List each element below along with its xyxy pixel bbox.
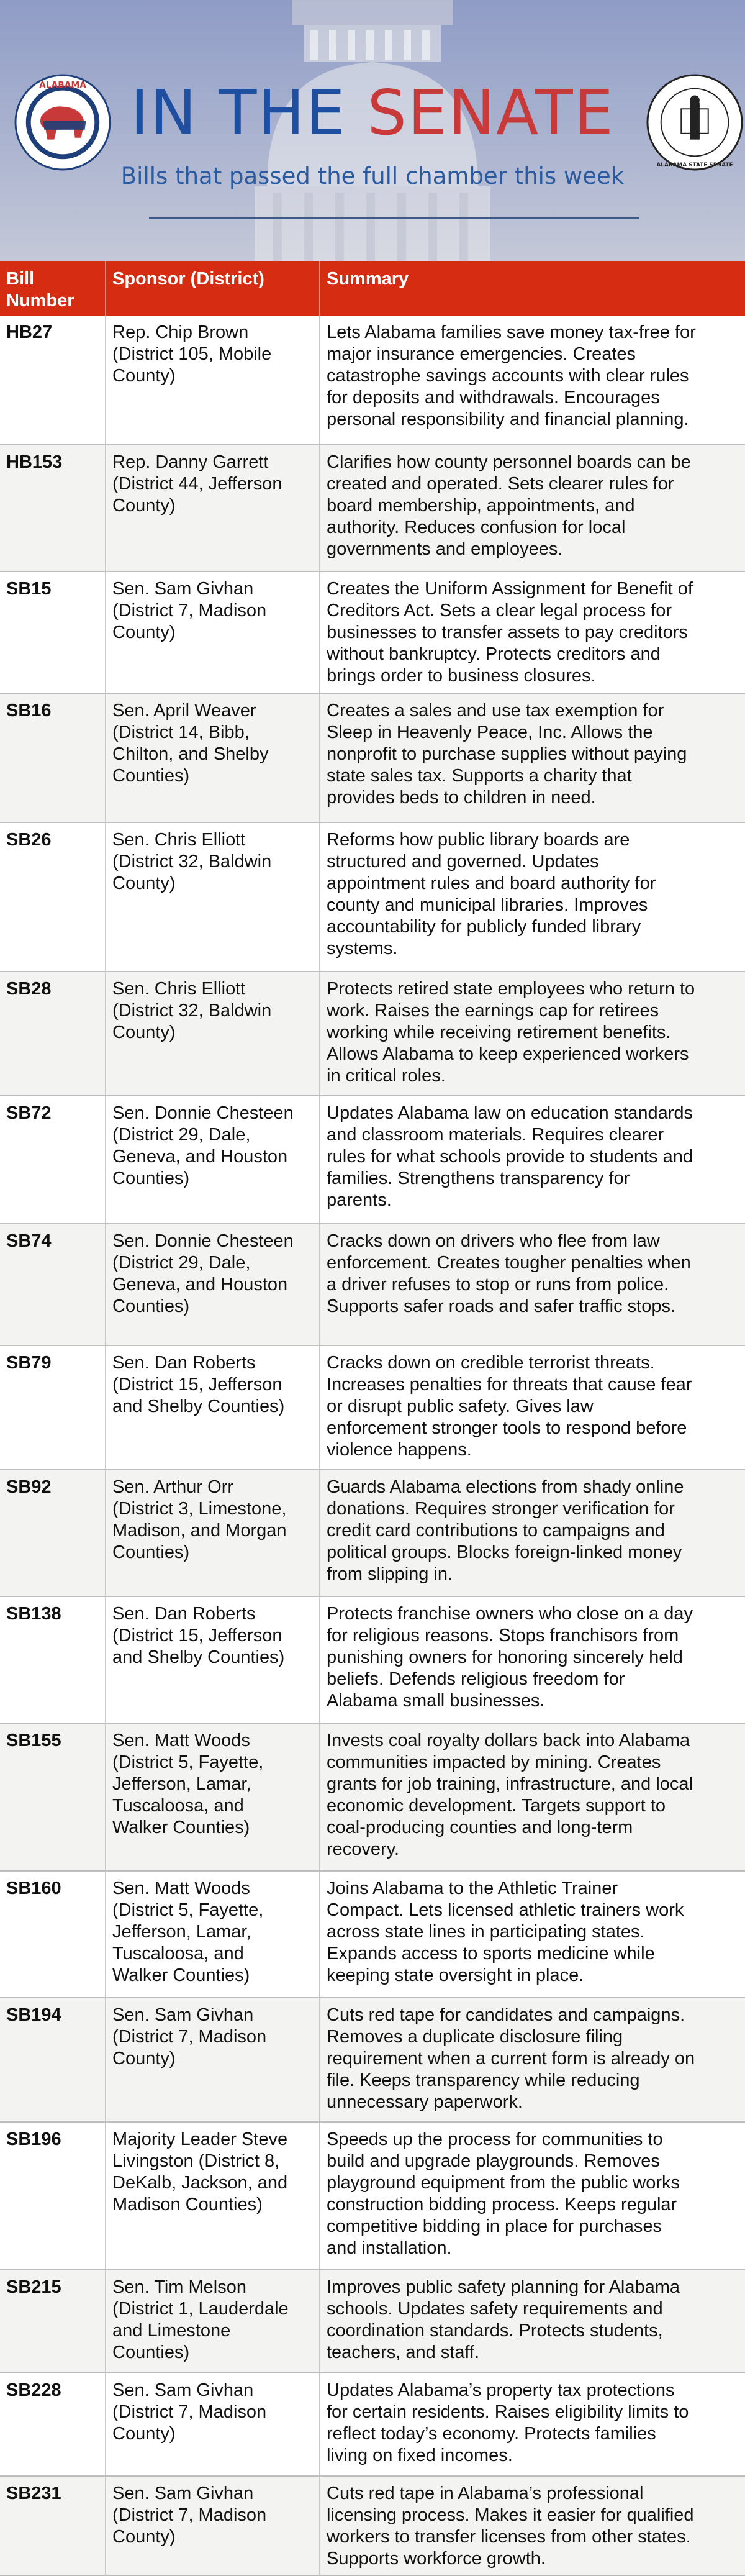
bill-number: SB160 bbox=[0, 1871, 106, 1998]
summary-line: structured and governed. Updates bbox=[327, 852, 599, 872]
sponsor-cell bbox=[106, 2373, 320, 2476]
sponsor-line: Sen. Donnie Chesteen bbox=[112, 1231, 294, 1251]
sponsor-line: (District 1, Lauderdale bbox=[112, 2299, 289, 2319]
summary-cell bbox=[320, 2373, 745, 2476]
sponsor-line: Counties) bbox=[112, 1168, 190, 1188]
summary-line: provides beds to children in need. bbox=[327, 788, 596, 808]
sponsor-line: (District 32, Baldwin bbox=[112, 852, 272, 872]
sponsor-cell bbox=[106, 972, 320, 1096]
header-divider bbox=[149, 217, 639, 219]
summary-cell bbox=[320, 571, 745, 693]
sponsor-cell bbox=[106, 693, 320, 822]
summary-line: parents. bbox=[327, 1190, 392, 1210]
summary-line: Supports workforce growth. bbox=[327, 2549, 546, 2569]
summary-line: Joins Alabama to the Athletic Trainer bbox=[327, 1878, 618, 1898]
summary-line: Compact. Lets licensed athletic trainers work bbox=[327, 1900, 684, 1920]
sponsor-line: Counties) bbox=[112, 766, 190, 786]
summary-line: families. Strengthens transparency for bbox=[327, 1168, 630, 1188]
summary-line: Updates Alabama’s property tax protections bbox=[327, 2380, 675, 2400]
summary-line: credit card contributions to campaigns and bbox=[327, 1521, 665, 1541]
table-row bbox=[0, 1224, 745, 1345]
sponsor-line: Sen. Donnie Chesteen bbox=[112, 1103, 294, 1123]
summary-cell bbox=[320, 1096, 745, 1224]
bill-number: SB228 bbox=[0, 2373, 106, 2476]
table-row bbox=[0, 571, 745, 693]
sponsor-line: (District 29, Dale, bbox=[112, 1253, 251, 1273]
summary-line: living on fixed incomes. bbox=[327, 2446, 513, 2465]
summary-line: Expands access to sports medicine while bbox=[327, 1944, 655, 1964]
summary-line: a driver refuses to stop or runs from police. bbox=[327, 1275, 669, 1295]
sponsor-cell bbox=[106, 445, 320, 571]
alabama-gop-seal-icon bbox=[14, 73, 112, 171]
summary-line: and classroom materials. Requires clearer bbox=[327, 1125, 664, 1145]
summary-line: keeping state oversight in place. bbox=[327, 1965, 584, 1985]
sponsor-line: Madison, and Morgan bbox=[112, 1521, 287, 1541]
summary-line: Sleep in Heavenly Peace, Inc. Allows the bbox=[327, 722, 653, 742]
sponsor-line: County) bbox=[112, 2424, 176, 2444]
sponsor-line: Sen. Sam Givhan bbox=[112, 2380, 254, 2400]
sponsor-line: Tuscaloosa, and bbox=[112, 1944, 244, 1964]
table-row bbox=[0, 2122, 745, 2270]
summary-line: file. Keeps transparency while reducing bbox=[327, 2070, 640, 2090]
sponsor-line: and Shelby Counties) bbox=[112, 1396, 285, 1416]
page-subtitle: Bills that passed the full chamber this week bbox=[120, 163, 625, 189]
summary-line: grants for job training, infrastructure, and local bbox=[327, 1774, 693, 1794]
summary-line: teachers, and staff. bbox=[327, 2342, 480, 2362]
summary-line: competitive bidding in place for purchases bbox=[327, 2216, 662, 2236]
summary-line: construction bidding process. Keeps regular bbox=[327, 2195, 677, 2214]
summary-line: coordination standards. Protects students, bbox=[327, 2321, 663, 2341]
sponsor-line: DeKalb, Jackson, and bbox=[112, 2173, 288, 2193]
summary-line: Protects retired state employees who return to bbox=[327, 979, 695, 999]
sponsor-line: and Shelby Counties) bbox=[112, 1647, 285, 1667]
summary-line: systems. bbox=[327, 939, 398, 958]
sponsor-line: Sen. Matt Woods bbox=[112, 1878, 250, 1898]
summary-line: appointment rules and board authority for bbox=[327, 873, 656, 893]
column-header-sponsor: Sponsor (District) bbox=[106, 261, 320, 316]
summary-line: from slipping in. bbox=[327, 1564, 453, 1584]
table-row bbox=[0, 445, 745, 571]
summary-line: catastrophe savings accounts with clear rules bbox=[327, 366, 689, 386]
summary-cell bbox=[320, 2270, 745, 2373]
summary-line: county and municipal libraries. Improves bbox=[327, 895, 648, 915]
bill-number: HB27 bbox=[0, 316, 106, 445]
bill-number: SB92 bbox=[0, 1470, 106, 1596]
summary-line: Speeds up the process for communities to bbox=[327, 2129, 663, 2149]
summary-cell bbox=[320, 2122, 745, 2270]
table-row bbox=[0, 1998, 745, 2122]
sponsor-cell bbox=[106, 571, 320, 693]
sponsor-line: County) bbox=[112, 366, 176, 386]
summary-line: businesses to transfer assets to pay creditors bbox=[327, 622, 688, 642]
summary-line: build and upgrade playgrounds. Removes bbox=[327, 2151, 660, 2171]
page-title bbox=[118, 76, 627, 149]
summary-line: workers to transfer licenses from other states. bbox=[327, 2527, 691, 2547]
sponsor-line: Sen. Sam Givhan bbox=[112, 2483, 254, 2503]
summary-line: board membership, appointments, and bbox=[327, 496, 635, 516]
summary-line: in critical roles. bbox=[327, 1066, 446, 1086]
sponsor-line: Majority Leader Steve bbox=[112, 2129, 288, 2149]
table-header-row bbox=[0, 261, 745, 316]
table-row bbox=[0, 1470, 745, 1596]
summary-line: Supports safer roads and safer traffic stops. bbox=[327, 1296, 676, 1316]
sponsor-line: Jefferson, Lamar, bbox=[112, 1922, 251, 1942]
sponsor-line: Walker Counties) bbox=[112, 1965, 250, 1985]
summary-line: Creates a sales and use tax exemption for bbox=[327, 701, 664, 721]
summary-line: Lets Alabama families save money tax-free for bbox=[327, 322, 696, 342]
summary-line: governments and employees. bbox=[327, 539, 563, 559]
sponsor-line: (District 14, Bibb, bbox=[112, 722, 250, 742]
summary-cell bbox=[320, 445, 745, 571]
table-row bbox=[0, 693, 745, 822]
bill-number: SB26 bbox=[0, 822, 106, 972]
sponsor-line: Counties) bbox=[112, 1542, 190, 1562]
summary-cell bbox=[320, 1345, 745, 1470]
summary-line: rules for what schools provide to students and bbox=[327, 1147, 693, 1167]
bill-number: SB215 bbox=[0, 2270, 106, 2373]
sponsor-line: (District 7, Madison bbox=[112, 601, 267, 621]
summary-line: authority. Reduces confusion for local bbox=[327, 517, 626, 537]
table-row bbox=[0, 972, 745, 1096]
sponsor-line: (District 29, Dale, bbox=[112, 1125, 251, 1145]
column-header-summary: Summary bbox=[327, 269, 409, 289]
summary-cell bbox=[320, 693, 745, 822]
summary-line: Increases penalties for threats that cause fear bbox=[327, 1375, 692, 1395]
summary-line: personal responsibility and financial planning. bbox=[327, 409, 689, 429]
bill-number: SB28 bbox=[0, 972, 106, 1096]
sponsor-line: (District 105, Mobile bbox=[112, 344, 272, 364]
sponsor-line: Rep. Danny Garrett bbox=[112, 452, 269, 472]
summary-line: Cracks down on credible terrorist threats. bbox=[327, 1353, 655, 1373]
bill-number: SB16 bbox=[0, 693, 106, 822]
summary-cell bbox=[320, 1224, 745, 1345]
sponsor-line: Counties) bbox=[112, 2342, 190, 2362]
summary-line: Cuts red tape in Alabama’s professional bbox=[327, 2483, 644, 2503]
bill-number: SB196 bbox=[0, 2122, 106, 2270]
sponsor-cell bbox=[106, 1470, 320, 1596]
bill-number: HB153 bbox=[0, 445, 106, 571]
title-part-red: SENATE bbox=[367, 76, 615, 149]
bill-number: SB155 bbox=[0, 1723, 106, 1871]
sponsor-line: Livingston (District 8, bbox=[112, 2151, 280, 2171]
sponsor-line: Geneva, and Houston bbox=[112, 1275, 288, 1295]
sponsor-line: Geneva, and Houston bbox=[112, 1147, 288, 1167]
summary-cell bbox=[320, 2476, 745, 2575]
sponsor-line: (District 15, Jefferson bbox=[112, 1626, 282, 1645]
summary-line: brings order to business closures. bbox=[327, 666, 596, 686]
sponsor-line: (District 15, Jefferson bbox=[112, 1375, 282, 1395]
sponsor-line: Sen. Matt Woods bbox=[112, 1731, 250, 1750]
summary-cell bbox=[320, 1596, 745, 1723]
table-row bbox=[0, 1596, 745, 1723]
sponsor-cell bbox=[106, 1723, 320, 1871]
sponsor-line: (District 44, Jefferson bbox=[112, 474, 282, 494]
table-row bbox=[0, 316, 745, 445]
summary-line: enforcement. Creates tougher penalties when bbox=[327, 1253, 691, 1273]
sponsor-line: Tuscaloosa, and bbox=[112, 1796, 244, 1816]
summary-line: Clarifies how county personnel boards can be bbox=[327, 452, 691, 472]
sponsor-line: (District 5, Fayette, bbox=[112, 1900, 264, 1920]
summary-line: beliefs. Defends religious freedom for bbox=[327, 1669, 625, 1689]
summary-line: for religious reasons. Stops franchisors from bbox=[327, 1626, 679, 1645]
bill-number: SB194 bbox=[0, 1998, 106, 2122]
bill-number: SB138 bbox=[0, 1596, 106, 1723]
bill-number: SB74 bbox=[0, 1224, 106, 1345]
sponsor-line: Sen. Chris Elliott bbox=[112, 979, 246, 999]
summary-line: created and operated. Sets clearer rules for bbox=[327, 474, 674, 494]
table-row bbox=[0, 1871, 745, 1998]
summary-line: Reforms how public library boards are bbox=[327, 830, 630, 850]
alabama-state-senate-seal-icon bbox=[646, 73, 744, 171]
table-row bbox=[0, 1345, 745, 1470]
sponsor-line: Sen. Dan Roberts bbox=[112, 1604, 256, 1624]
sponsor-cell bbox=[106, 1096, 320, 1224]
sponsor-line: Sen. Sam Givhan bbox=[112, 579, 254, 599]
summary-line: Updates Alabama law on education standards bbox=[327, 1103, 693, 1123]
sponsor-line: and Limestone bbox=[112, 2321, 231, 2341]
sponsor-line: Chilton, and Shelby bbox=[112, 744, 269, 764]
summary-line: across state lines in participating states. bbox=[327, 1922, 645, 1942]
bill-number: SB231 bbox=[0, 2476, 106, 2575]
bill-number: SB79 bbox=[0, 1345, 106, 1470]
sponsor-line: County) bbox=[112, 1022, 176, 1042]
table-row bbox=[0, 2476, 745, 2575]
summary-line: Creates the Uniform Assignment for Benefit of bbox=[327, 579, 693, 599]
summary-line: coal-producing counties and long-term bbox=[327, 1818, 633, 1837]
summary-line: schools. Updates safety requirements and bbox=[327, 2299, 663, 2319]
sponsor-line: County) bbox=[112, 2049, 176, 2069]
summary-line: for deposits and withdrawals. Encourages bbox=[327, 388, 660, 407]
summary-line: work. Raises the earnings cap for retirees bbox=[327, 1001, 659, 1021]
summary-cell bbox=[320, 1871, 745, 1998]
summary-line: without bankruptcy. Protects creditors and bbox=[327, 644, 661, 664]
summary-line: licensing process. Makes it easier for qualified bbox=[327, 2505, 694, 2525]
summary-cell bbox=[320, 1470, 745, 1596]
sponsor-cell bbox=[106, 1871, 320, 1998]
sponsor-line: Sen. Dan Roberts bbox=[112, 1353, 256, 1373]
summary-line: and installation. bbox=[327, 2238, 452, 2258]
sponsor-line: Sen. Arthur Orr bbox=[112, 1477, 234, 1497]
summary-line: Protects franchise owners who close on a day bbox=[327, 1604, 693, 1624]
sponsor-cell bbox=[106, 2270, 320, 2373]
summary-cell bbox=[320, 822, 745, 972]
sponsor-line: Sen. Chris Elliott bbox=[112, 830, 246, 850]
summary-line: Improves public safety planning for Alabama bbox=[327, 2277, 680, 2297]
title-part-blue: IN THE bbox=[130, 76, 346, 149]
sponsor-line: (District 7, Madison bbox=[112, 2402, 267, 2422]
summary-line: nonprofit to purchase supplies without paying bbox=[327, 744, 687, 764]
summary-line: for certain residents. Raises eligibility limits to bbox=[327, 2402, 689, 2422]
sponsor-line: (District 7, Madison bbox=[112, 2505, 267, 2525]
table-row bbox=[0, 1096, 745, 1224]
summary-line: violence happens. bbox=[327, 1440, 472, 1460]
summary-line: Allows Alabama to keep experienced workers bbox=[327, 1044, 689, 1064]
sponsor-line: Walker Counties) bbox=[112, 1818, 250, 1837]
summary-line: major insurance emergencies. Creates bbox=[327, 344, 636, 364]
summary-line: reflect today’s economy. Protects families bbox=[327, 2424, 656, 2444]
summary-line: working while receiving retirement benefits. bbox=[327, 1022, 671, 1042]
sponsor-line: Sen. Sam Givhan bbox=[112, 2005, 254, 2025]
table-body bbox=[0, 316, 745, 2575]
sponsor-line: County) bbox=[112, 2527, 176, 2547]
sponsor-cell bbox=[106, 1224, 320, 1345]
table-row bbox=[0, 2270, 745, 2373]
summary-line: Cuts red tape for candidates and campaigns. bbox=[327, 2005, 685, 2025]
sponsor-cell bbox=[106, 1596, 320, 1723]
sponsor-line: (District 7, Madison bbox=[112, 2027, 267, 2047]
summary-line: Creditors Act. Sets a clear legal process for bbox=[327, 601, 672, 621]
sponsor-cell bbox=[106, 822, 320, 972]
sponsor-cell bbox=[106, 1345, 320, 1470]
sponsor-line: County) bbox=[112, 622, 176, 642]
sponsor-line: (District 3, Limestone, bbox=[112, 1499, 287, 1519]
sponsor-cell bbox=[106, 316, 320, 445]
summary-line: donations. Requires stronger verification for bbox=[327, 1499, 675, 1519]
summary-line: Alabama small businesses. bbox=[327, 1691, 545, 1711]
sponsor-line: Counties) bbox=[112, 1296, 190, 1316]
summary-line: playground equipment from the public works bbox=[327, 2173, 680, 2193]
bill-number: SB72 bbox=[0, 1096, 106, 1224]
sponsor-line: Sen. Tim Melson bbox=[112, 2277, 246, 2297]
summary-cell bbox=[320, 1998, 745, 2122]
summary-line: Guards Alabama elections from shady online bbox=[327, 1477, 684, 1497]
summary-line: Invests coal royalty dollars back into Alabama bbox=[327, 1731, 690, 1750]
seal-left-text: ALABAMA bbox=[39, 80, 86, 91]
table-row bbox=[0, 2373, 745, 2476]
summary-line: Cracks down on drivers who flee from law bbox=[327, 1231, 660, 1251]
sponsor-line: County) bbox=[112, 496, 176, 516]
sponsor-line: County) bbox=[112, 873, 176, 893]
summary-line: enforcement stronger tools to respond before bbox=[327, 1418, 687, 1438]
sponsor-line: Jefferson, Lamar, bbox=[112, 1774, 251, 1794]
summary-line: Removes a duplicate disclosure filing bbox=[327, 2027, 623, 2047]
summary-line: or disrupt public safety. Gives law bbox=[327, 1396, 594, 1416]
column-header-bill: Bill Number bbox=[0, 261, 106, 316]
sponsor-line: (District 32, Baldwin bbox=[112, 1001, 272, 1021]
bill-number: SB15 bbox=[0, 571, 106, 693]
sponsor-cell bbox=[106, 2122, 320, 2270]
summary-line: accountability for publicly funded library bbox=[327, 917, 641, 937]
summary-line: requirement when a current form is already on bbox=[327, 2049, 695, 2069]
table-row bbox=[0, 822, 745, 972]
table-row bbox=[0, 1723, 745, 1871]
summary-line: unnecessary paperwork. bbox=[327, 2092, 523, 2112]
sponsor-cell bbox=[106, 2476, 320, 2575]
summary-line: political groups. Blocks foreign-linked money bbox=[327, 1542, 682, 1562]
summary-line: state sales tax. Supports a charity that bbox=[327, 766, 632, 786]
sponsor-cell bbox=[106, 1998, 320, 2122]
sponsor-line: Sen. April Weaver bbox=[112, 701, 256, 721]
sponsor-line: Rep. Chip Brown bbox=[112, 322, 249, 342]
summary-cell bbox=[320, 316, 745, 445]
summary-line: economic development. Targets support to bbox=[327, 1796, 666, 1816]
header-banner bbox=[0, 0, 745, 261]
seal-right-text: ALABAMA STATE SENATE bbox=[656, 162, 733, 169]
summary-cell bbox=[320, 1723, 745, 1871]
summary-line: punishing owners for honoring sincerely held bbox=[327, 1647, 683, 1667]
summary-line: communities impacted by mining. Creates bbox=[327, 1752, 661, 1772]
sponsor-line: Madison Counties) bbox=[112, 2195, 263, 2214]
bills-table bbox=[0, 261, 745, 2576]
summary-line: recovery. bbox=[327, 1839, 400, 1859]
summary-cell bbox=[320, 972, 745, 1096]
sponsor-line: (District 5, Fayette, bbox=[112, 1752, 264, 1772]
